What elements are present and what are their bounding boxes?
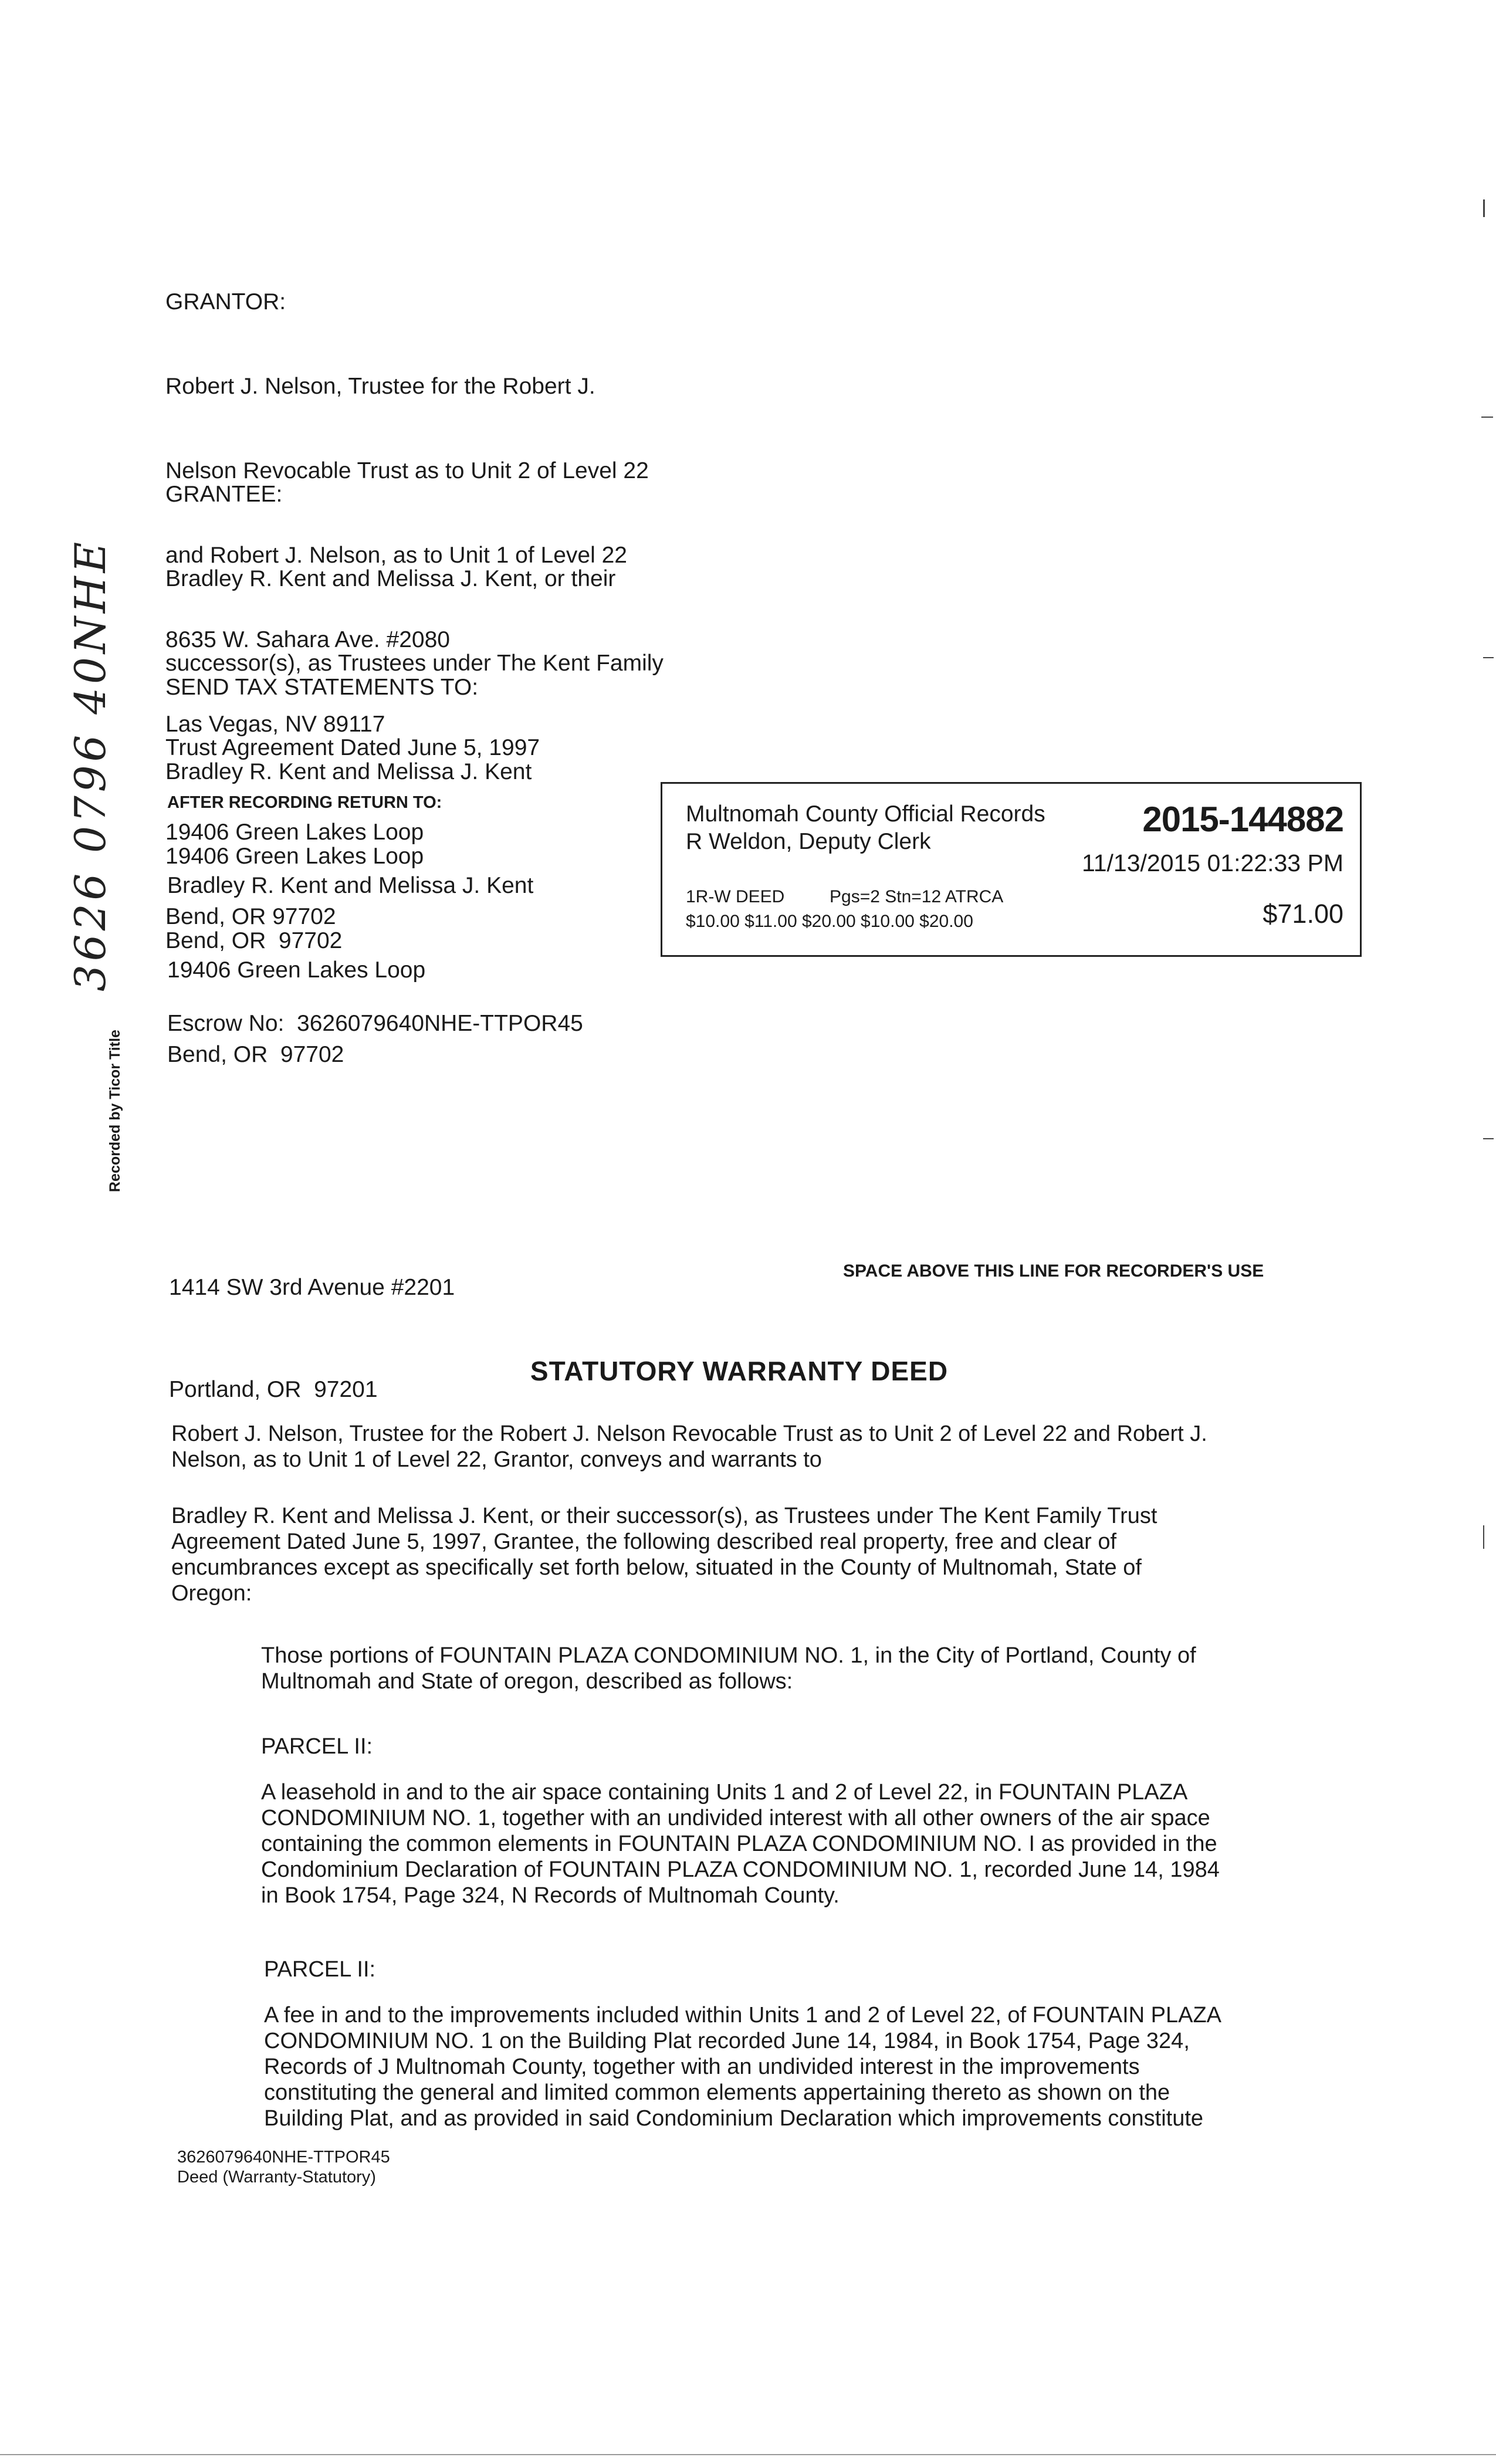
- property-address: [169, 1203, 455, 1441]
- scan-mark: [1481, 417, 1493, 418]
- tax-line: Bradley R. Kent and Melissa J. Kent: [165, 759, 532, 784]
- paragraph-line: constituting the general and limited common elements appertaining thereto as shown on the: [264, 2080, 1170, 2105]
- paragraph-line: Records of J Multnomah County, together with an undivided interest in the improvements: [264, 2055, 1140, 2079]
- grantee-line: Bradley R. Kent and Melissa J. Kent, or their: [165, 566, 616, 591]
- tax-line: 19406 Green Lakes Loop: [165, 844, 424, 869]
- scan-bottom-edge: [0, 2454, 1496, 2455]
- footer-form-name: Deed (Warranty-Statutory): [177, 2168, 376, 2187]
- return-line: Bradley R. Kent and Melissa J. Kent: [167, 873, 534, 898]
- parcel-1-description: [261, 1779, 1220, 1908]
- paragraph-line: Multnomah and State of oregon, described as follows:: [261, 1669, 793, 1694]
- return-to-block: [167, 793, 533, 1125]
- return-heading: AFTER RECORDING RETURN TO:: [167, 793, 442, 812]
- deed-title: STATUTORY WARRANTY DEED: [530, 1356, 949, 1386]
- paragraph-line: Bradley R. Kent and Melissa J. Kent, or their successor(s), as Trustees under The Kent Family Trust: [171, 1504, 1157, 1528]
- deed-paragraph-grantor: [171, 1421, 1207, 1473]
- return-line: 19406 Green Lakes Loop: [167, 957, 426, 983]
- paragraph-line: Robert J. Nelson, Trustee for the Robert J. Nelson Revocable Trust as to Unit 2 of Level 22 and Robert J.: [171, 1421, 1207, 1446]
- scan-mark: [1483, 1525, 1484, 1549]
- grantor-line: Robert J. Nelson, Trustee for the Robert J.: [165, 374, 595, 399]
- grantor-line: Nelson Revocable Trust as to Unit 2 of Level 22: [165, 458, 649, 483]
- paragraph-line: CONDOMINIUM NO. 1, together with an undivided interest with all other owners of the air space: [261, 1806, 1210, 1830]
- paragraph-line: A fee in and to the improvements included within Units 1 and 2 of Level 22, of FOUNTAIN PLAZA: [264, 2003, 1222, 2028]
- records-office: Multnomah County Official Records: [686, 801, 1045, 827]
- document-type: 1R-W DEED: [686, 887, 785, 906]
- escrow-number: Escrow No: 3626079640NHE-TTPOR45: [167, 1011, 583, 1036]
- scan-mark: [1483, 199, 1485, 217]
- recorder-use-line: SPACE ABOVE THIS LINE FOR RECORDER'S USE: [843, 1261, 1264, 1281]
- scan-mark: [1483, 1138, 1494, 1139]
- page-footer: [177, 2147, 390, 2187]
- paragraph-line: A leasehold in and to the air space containing Units 1 and 2 of Level 22, in FOUNTAIN PLAZA: [261, 1780, 1188, 1805]
- grantee-line: Bend, OR 97702: [165, 904, 336, 929]
- paragraph-line: Oregon:: [171, 1581, 252, 1606]
- grantee-line: Trust Agreement Dated June 5, 1997: [165, 735, 540, 760]
- recording-stamp-box: [661, 782, 1362, 957]
- legal-description-intro: [261, 1643, 1196, 1694]
- footer-escrow-ref: 3626079640NHE-TTPOR45: [177, 2148, 390, 2167]
- pages-station: Pgs=2 Stn=12 ATRCA: [830, 887, 1004, 906]
- grantor-heading: GRANTOR:: [165, 289, 286, 314]
- grantor-line: and Robert J. Nelson, as to Unit 1 of Level 22: [165, 543, 627, 568]
- paragraph-line: Nelson, as to Unit 1 of Level 22, Grantor, conveys and warrants to: [171, 1447, 822, 1472]
- tax-line: Bend, OR 97702: [165, 928, 343, 953]
- paragraph-line: Condominium Declaration of FOUNTAIN PLAZA CONDOMINIUM NO. 1, recorded June 14, 1984: [261, 1857, 1220, 1882]
- grantor-line: Las Vegas, NV 89117: [165, 712, 385, 737]
- paragraph-line: Building Plat, and as provided in said Condominium Declaration which improvements constitute: [264, 2106, 1204, 2131]
- return-line: Bend, OR 97702: [167, 1042, 344, 1067]
- grantee-heading: GRANTEE:: [165, 482, 283, 507]
- handwritten-escrow-note: 3626 0796 40NHE: [66, 538, 115, 991]
- grantee-line: 19406 Green Lakes Loop: [165, 820, 424, 845]
- grantee-line: successor(s), as Trustees under The Kent Family: [165, 651, 664, 676]
- grantor-line: 8635 W. Sahara Ave. #2080: [165, 627, 450, 652]
- deed-paragraph-grantee: [171, 1503, 1157, 1606]
- paragraph-line: Those portions of FOUNTAIN PLAZA CONDOMINIUM NO. 1, in the City of Portland, County of: [261, 1643, 1196, 1668]
- parcel-2-heading: PARCEL II:: [264, 1957, 376, 1982]
- total-fee: $71.00: [1263, 899, 1343, 929]
- address-line: Portland, OR 97201: [169, 1377, 378, 1402]
- parcel-1-heading: PARCEL II:: [261, 1734, 373, 1759]
- scan-mark: [1483, 657, 1494, 658]
- document-number: 2015-144882: [1142, 800, 1343, 839]
- recording-datetime: 11/13/2015 01:22:33 PM: [1081, 849, 1343, 876]
- paragraph-line: Agreement Dated June 5, 1997, Grantee, the following described real property, free and clear of: [171, 1529, 1117, 1554]
- paragraph-line: encumbrances except as specifically set forth below, situated in the County of Multnomah, State of: [171, 1555, 1142, 1580]
- recorded-by-stamp: Recorded by Ticor Title: [107, 1030, 123, 1192]
- paragraph-line: in Book 1754, Page 324, N Records of Multnomah County.: [261, 1883, 840, 1908]
- deputy-clerk: R Weldon, Deputy Clerk: [686, 829, 931, 854]
- paragraph-line: CONDOMINIUM NO. 1 on the Building Plat recorded June 14, 1984, in Book 1754, Page 324,: [264, 2029, 1190, 2053]
- tax-heading: SEND TAX STATEMENTS TO:: [165, 675, 479, 700]
- address-line: 1414 SW 3rd Avenue #2201: [169, 1275, 455, 1300]
- parcel-2-description: [264, 2002, 1221, 2131]
- fee-breakdown: $10.00 $11.00 $20.00 $10.00 $20.00: [686, 912, 973, 931]
- paragraph-line: containing the common elements in FOUNTAIN PLAZA CONDOMINIUM NO. I as provided in the: [261, 1832, 1217, 1856]
